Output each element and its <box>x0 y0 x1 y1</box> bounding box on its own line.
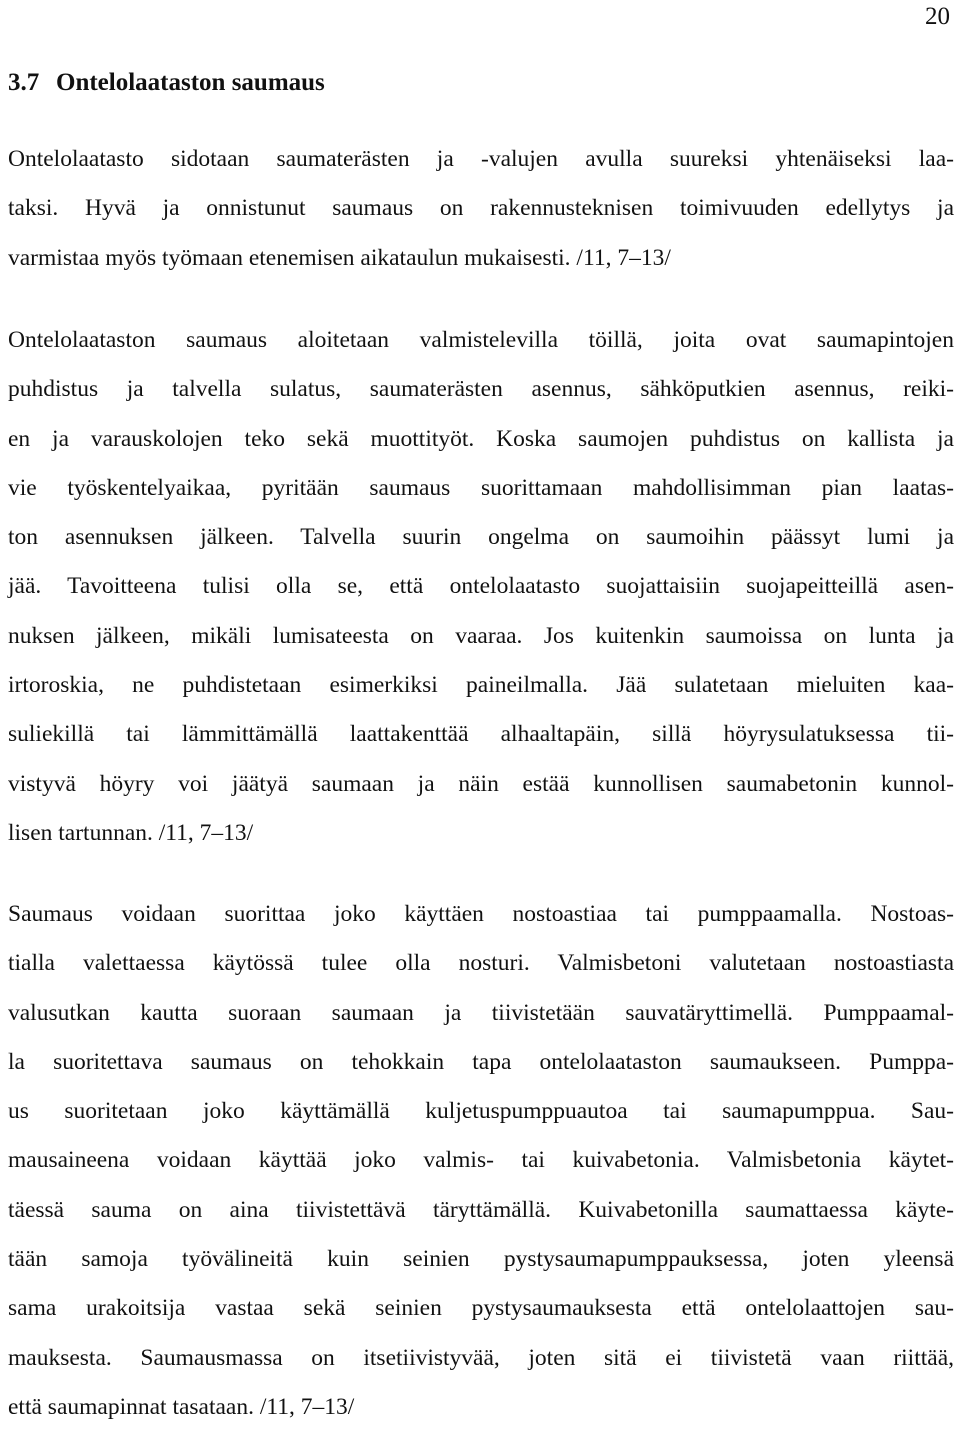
text-line: valusutkan kautta suoraan saumaan ja tiivistetään sauvatäryttimellä. Pumppaamal- <box>8 999 954 1026</box>
text-line: että saumapinnat tasataan. /11, 7–13/ <box>8 1393 355 1420</box>
section-title: Ontelolaataston saumaus <box>56 69 325 96</box>
text-line: Saumaus voidaan suorittaa joko käyttäen nostoastiaa tai pumppaamalla. Nostoas- <box>8 901 954 927</box>
text-line: puhdistus ja talvella sulatus, saumaterästen asennus, sähköputkien asennus, reiki- <box>8 376 954 403</box>
text-line: us suoritetaan joko käyttämällä kuljetuspumppuautoa tai saumapumppua. Sau- <box>8 1098 954 1125</box>
text-line: la suoritettava saumaus on tehokkain tapa ontelolaataston saumaukseen. Pumppa- <box>8 1048 954 1075</box>
text-line: Ontelolaatasto sidotaan saumaterästen ja -valujen avulla suureksi yhtenäiseksi laa- <box>8 146 954 172</box>
text-line: nuksen jälkeen, mikäli lumisateesta on vaaraa. Jos kuitenkin saumoissa on lunta ja <box>8 622 954 649</box>
text-line: ton asennuksen jälkeen. Talvella suurin ongelma on saumoihin päässyt lumi ja <box>8 524 954 551</box>
text-line: Ontelolaataston saumaus aloitetaan valmistelevilla töillä, joita ovat saumapintojen <box>8 327 954 353</box>
text-line: vistyvä höyry voi jäätyä saumaan ja näin estää kunnollisen saumabetonin kunnol- <box>8 770 954 797</box>
text-line: varmistaa myös työmaan etenemisen aikataulun mukaisesti. /11, 7–13/ <box>8 244 671 271</box>
text-line: täessä sauma on aina tiivistettävä täryttämällä. Kuivabetonilla saumattaessa käyte- <box>8 1196 954 1223</box>
paragraph <box>8 890 954 1432</box>
text-line: lisen tartunnan. /11, 7–13/ <box>8 819 254 846</box>
text-line: en ja varauskolojen teko sekä muottityöt. Koska saumojen puhdistus on kallista ja <box>8 425 954 452</box>
paragraph <box>8 135 954 283</box>
section-number: 3.7 <box>8 69 40 96</box>
text-line: tään samoja työvälineitä kuin seinien pystysaumapumppauksessa, joten yleensä <box>8 1246 954 1273</box>
text-line: mauksesta. Saumausmassa on itsetiivistyvää, joten sitä ei tiivistetä vaan riittää, <box>8 1344 954 1371</box>
text-line: irtoroskia, ne puhdistetaan esimerkiksi paineilmalla. Jää sulatetaan mieluiten kaa- <box>8 672 954 699</box>
text-line: jää. Tavoitteena tulisi olla se, että ontelolaatasto suojattaisiin suojapeitteillä asen- <box>8 573 954 600</box>
text-line: vie työskentelyaikaa, pyritään saumaus suorittamaan mahdollisimman pian laatas- <box>8 474 954 501</box>
text-line: mausaineena voidaan käyttää joko valmis- tai kuivabetonia. Valmisbetonia käytet- <box>8 1147 954 1174</box>
text-line: sama urakoitsija vastaa sekä seinien pystysaumauksesta että ontelolaattojen sau- <box>8 1295 954 1322</box>
text-line: tialla valettaessa käytössä tulee olla nosturi. Valmisbetoni valutetaan nostoastiasta <box>8 950 954 977</box>
paragraph <box>8 316 954 858</box>
text-line: suliekillä tai lämmittämällä laattakenttää alhaaltapäin, sillä höyrysulatuksessa tii- <box>8 721 954 748</box>
section-heading <box>8 66 325 100</box>
text-line: taksi. Hyvä ja onnistunut saumaus on rakennusteknisen toimivuuden edellytys ja <box>8 195 954 222</box>
page-number: 20 <box>925 3 950 30</box>
